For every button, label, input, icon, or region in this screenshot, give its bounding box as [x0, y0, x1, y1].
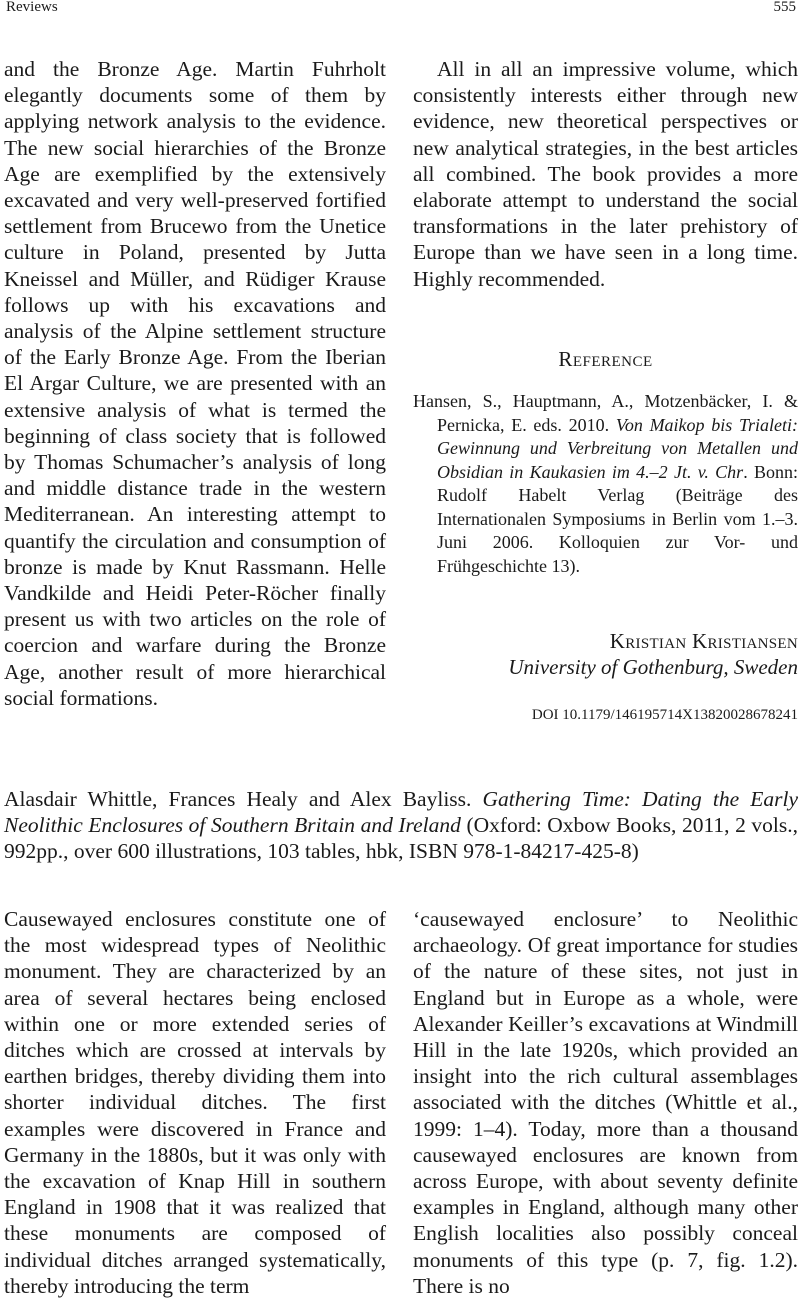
reference-entry: [413, 390, 798, 578]
reference-title: Von Maikop bis Trialeti: Gewinnung und Verbreitung von Metallen und Obsidian in Kaukasien im 4.–2 Jt. v. Chr: [437, 414, 798, 482]
second-review-column-right: [413, 906, 798, 1299]
running-head-title: Reviews: [6, 0, 58, 15]
book-citation-header: [4, 786, 798, 865]
review-paragraph: and the Bronze Age. Martin Fuhrholt elegantly documents some of them by applying network analysis to the evidence. The new social hierarchies of the Bronze Age are exemplified by the extensively excavated and very well-preserved fortified settlement from Brucewo from the Unetice culture in Poland, presented by Jutta Kneissel and Müller, and Rüdiger Krause follows up with his excavations and analysis of the Alpine settlement structure of the Early Bronze Age. From the Iberian El Argar Culture, we are presented with an extensive analysis of what is termed the beginning of class society that is followed by Thomas Schumacher’s analysis of long and middle distance trade in the western Mediterranean. An interesting attempt to quantify the circulation and consumption of bronze is made by Knut Rassmann. Helle Vandkilde and Heidi Peter-Röcher finally present us with two articles on the role of coercion and warfare during the Bronze Age, another result of more hierarchical social formations.: [4, 57, 386, 710]
review-paragraph: Causewayed enclosures constitute one of the most widespread types of Neolithic monument. They are characterized by an area of several hectares being enclosed within one or more extended series of ditches which are crossed at intervals by earthen bridges, thereby dividing them into shorter individual ditches. The first examples were discovered in France and Germany in the 1880s, but it was only with the excavation of Knap Hill in southern England in 1908 that it was realized that these monuments are composed of individual ditches arranged systematically, thereby introducing the term: [4, 907, 386, 1298]
doi-link[interactable]: DOI 10.1179/146195714X13820028678241: [531, 707, 798, 724]
reviewer-affiliation: University of Gothenburg, Sweden: [508, 655, 798, 680]
page-number: 555: [773, 0, 796, 15]
review-paragraph: ‘causewayed enclosure’ to Neolithic archaeology. Of great importance for studies of the nature of these sites, not just in England but in Europe as a whole, were Alexander Keiller’s excavations at Windmill Hill in the late 1920s, which provided an insight into the rich cultural assemblages associated with the ditches (Whittle et al., 1999: 1–4). Today, more than a thousand causewayed enclosures are known from across Europe, with about seventy definite examples in England, although many other English localities also possibly conceal monuments of this type (p. 7, fig. 1.2). There is no: [413, 907, 798, 1298]
conclusion-paragraph: All in all an impressive volume, which consistently interests either through new evidence, new theoretical perspectives or new analytical strategies, in the best articles all combined. The book provides a more elaborate attempt to understand the social transformations in the later prehistory of Europe than we have seen in a long time. Highly recommended.: [413, 57, 798, 291]
book-title: Gathering Time: Dating the Early Neolithic Enclosures of Southern Britain and Ireland: [4, 787, 798, 838]
reviewer-name: Kristian Kristiansen: [609, 629, 798, 654]
review-text-column-right: [413, 56, 798, 729]
book-authors: Alasdair Whittle, Frances Healy and Alex Bayliss.: [4, 787, 472, 811]
second-review-column-left: [4, 906, 386, 1299]
reference-authors: Hansen, S., Hauptmann, A., Motzenbäcker, I. & Pernicka, E. eds. 2010.: [413, 391, 798, 435]
reference-heading: Reference: [558, 346, 653, 371]
review-text-column-left: [4, 56, 386, 711]
reference-details: . Bonn: Rudolf Habelt Verlag (Beiträge des Internationalen Symposiums in Berlin vom 1.–3. Juni 2006. Kolloquien zur Vor- und Frühgeschichte 13).: [437, 461, 799, 576]
running-head: [0, 0, 800, 20]
book-details: (Oxford: Oxbow Books, 2011, 2 vols., 992pp., over 600 illustrations, 103 tables, hbk, ISBN 978-1-84217-425-8): [4, 813, 798, 864]
reviewer-signature: [413, 628, 798, 680]
